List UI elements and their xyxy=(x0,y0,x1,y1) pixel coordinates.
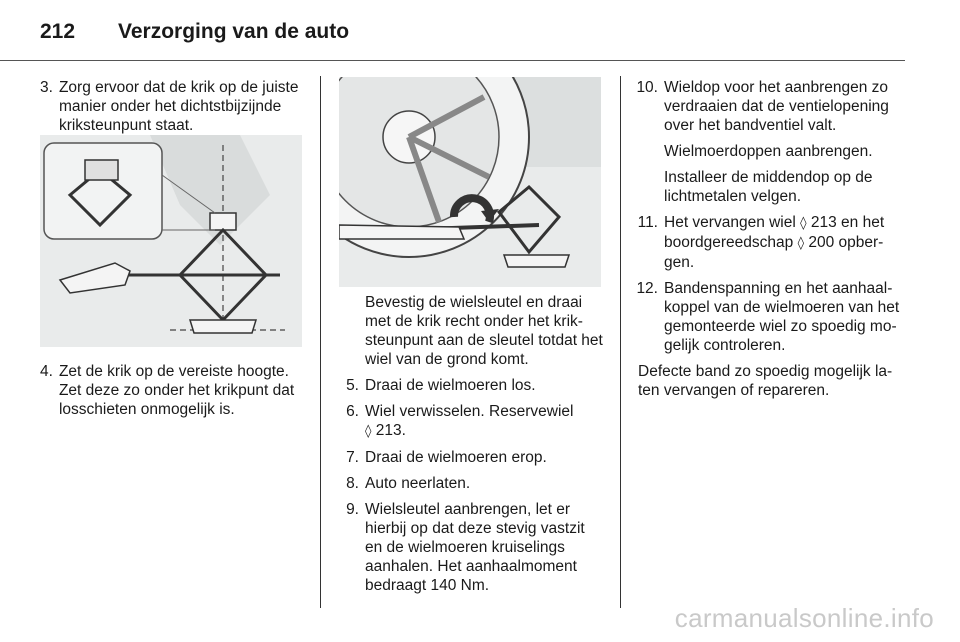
step-number: 4. xyxy=(40,363,53,380)
page-reference-arrow-icon: ◊ xyxy=(365,424,372,439)
step-10 xyxy=(634,78,904,206)
step-text: Zet de krik op de vereiste hoogte. Zet deze zo onder het krikpunt dat losschieten onmogelijk is. xyxy=(58,363,295,418)
step-12 xyxy=(634,279,904,355)
wheel-jack-wrench-illustration xyxy=(339,77,601,287)
step-number: 7. xyxy=(346,449,359,466)
step-7 xyxy=(343,448,605,467)
page-header xyxy=(40,14,349,50)
step-body xyxy=(664,78,904,206)
step-6 xyxy=(343,402,605,441)
step-3 xyxy=(40,78,306,135)
column-1-lower xyxy=(40,362,306,426)
page-reference-arrow-icon: ◊ xyxy=(797,236,805,251)
step-number: 3. xyxy=(40,79,53,96)
step-number: 6. xyxy=(346,403,359,420)
step-11 xyxy=(634,213,904,272)
step-text: Zorg ervoor dat de krik op de juiste manier onder het dichtstbijzijnde kriksteunpunt staat. xyxy=(58,79,299,134)
jack-placement-illustration xyxy=(40,135,302,347)
page-title: Verzorging van de auto xyxy=(118,20,350,43)
step-text: Draai de wielmoeren erop. xyxy=(365,449,547,466)
column-divider-1 xyxy=(320,76,321,608)
step-text: Wieldop voor het aanbrengen zo verdraaien dat de ventielopening over het bandventiel valt. xyxy=(664,79,889,134)
step-text: Het vervangen wiel ◊ 213 en het boordgereedschap ◊ 200 opber-gen. xyxy=(664,214,885,271)
procedure-intro: Bevestig de wielsleutel en draai met de krik recht onder het krik-steunpunt aan de sleutel totdat het wiel van de grond komt. xyxy=(365,294,603,368)
page-reference-arrow-icon: ◊ xyxy=(800,216,807,231)
step-5 xyxy=(343,376,605,395)
header-divider xyxy=(0,60,905,61)
column-3 xyxy=(634,78,904,407)
page-number: 212 xyxy=(40,20,76,43)
step-subtext: Installeer de middendop op de lichtmetalen velgen. xyxy=(664,169,873,205)
step-text: Wiel verwisselen. Reservewiel ◊ 213. xyxy=(365,403,574,439)
step-number: 12. xyxy=(636,280,658,297)
step-number: 10. xyxy=(636,79,658,96)
step-number: 5. xyxy=(346,377,359,394)
step-4 xyxy=(40,362,306,419)
step-number: 11. xyxy=(637,214,658,231)
step-8 xyxy=(343,474,605,493)
step-text: Draai de wielmoeren los. xyxy=(365,377,536,394)
step-number: 8. xyxy=(346,475,359,492)
column-2 xyxy=(343,293,605,602)
step-number: 9. xyxy=(346,501,359,518)
note-text: Defecte band zo spoedig mogelijk la-ten vervangen of repareren. xyxy=(638,363,893,399)
page-reference: 213 en het boordgereedschap xyxy=(664,214,885,251)
watermark: carmanualsonline.info xyxy=(674,603,934,633)
step-9 xyxy=(343,500,605,595)
step-text: Auto neerlaten. xyxy=(365,475,471,492)
step-text: Wielsleutel aanbrengen, let er hierbij op dat deze stevig vastzit en de wielmoeren kruiselings aanhalen. Het aanhaalmoment bedraagt 140 Nm. xyxy=(365,501,585,594)
column-1 xyxy=(40,78,306,142)
step-subtext: Wielmoerdoppen aanbrengen. xyxy=(664,143,873,160)
step-text: Bandenspanning en het aanhaal-koppel van de wielmoeren van het gemonteerde wiel zo spoedig mo-gelijk controleren. xyxy=(664,280,900,354)
page-reference: 200 opber-gen. xyxy=(664,234,884,271)
column-divider-2 xyxy=(620,76,621,608)
page-reference: 213. xyxy=(375,422,406,439)
